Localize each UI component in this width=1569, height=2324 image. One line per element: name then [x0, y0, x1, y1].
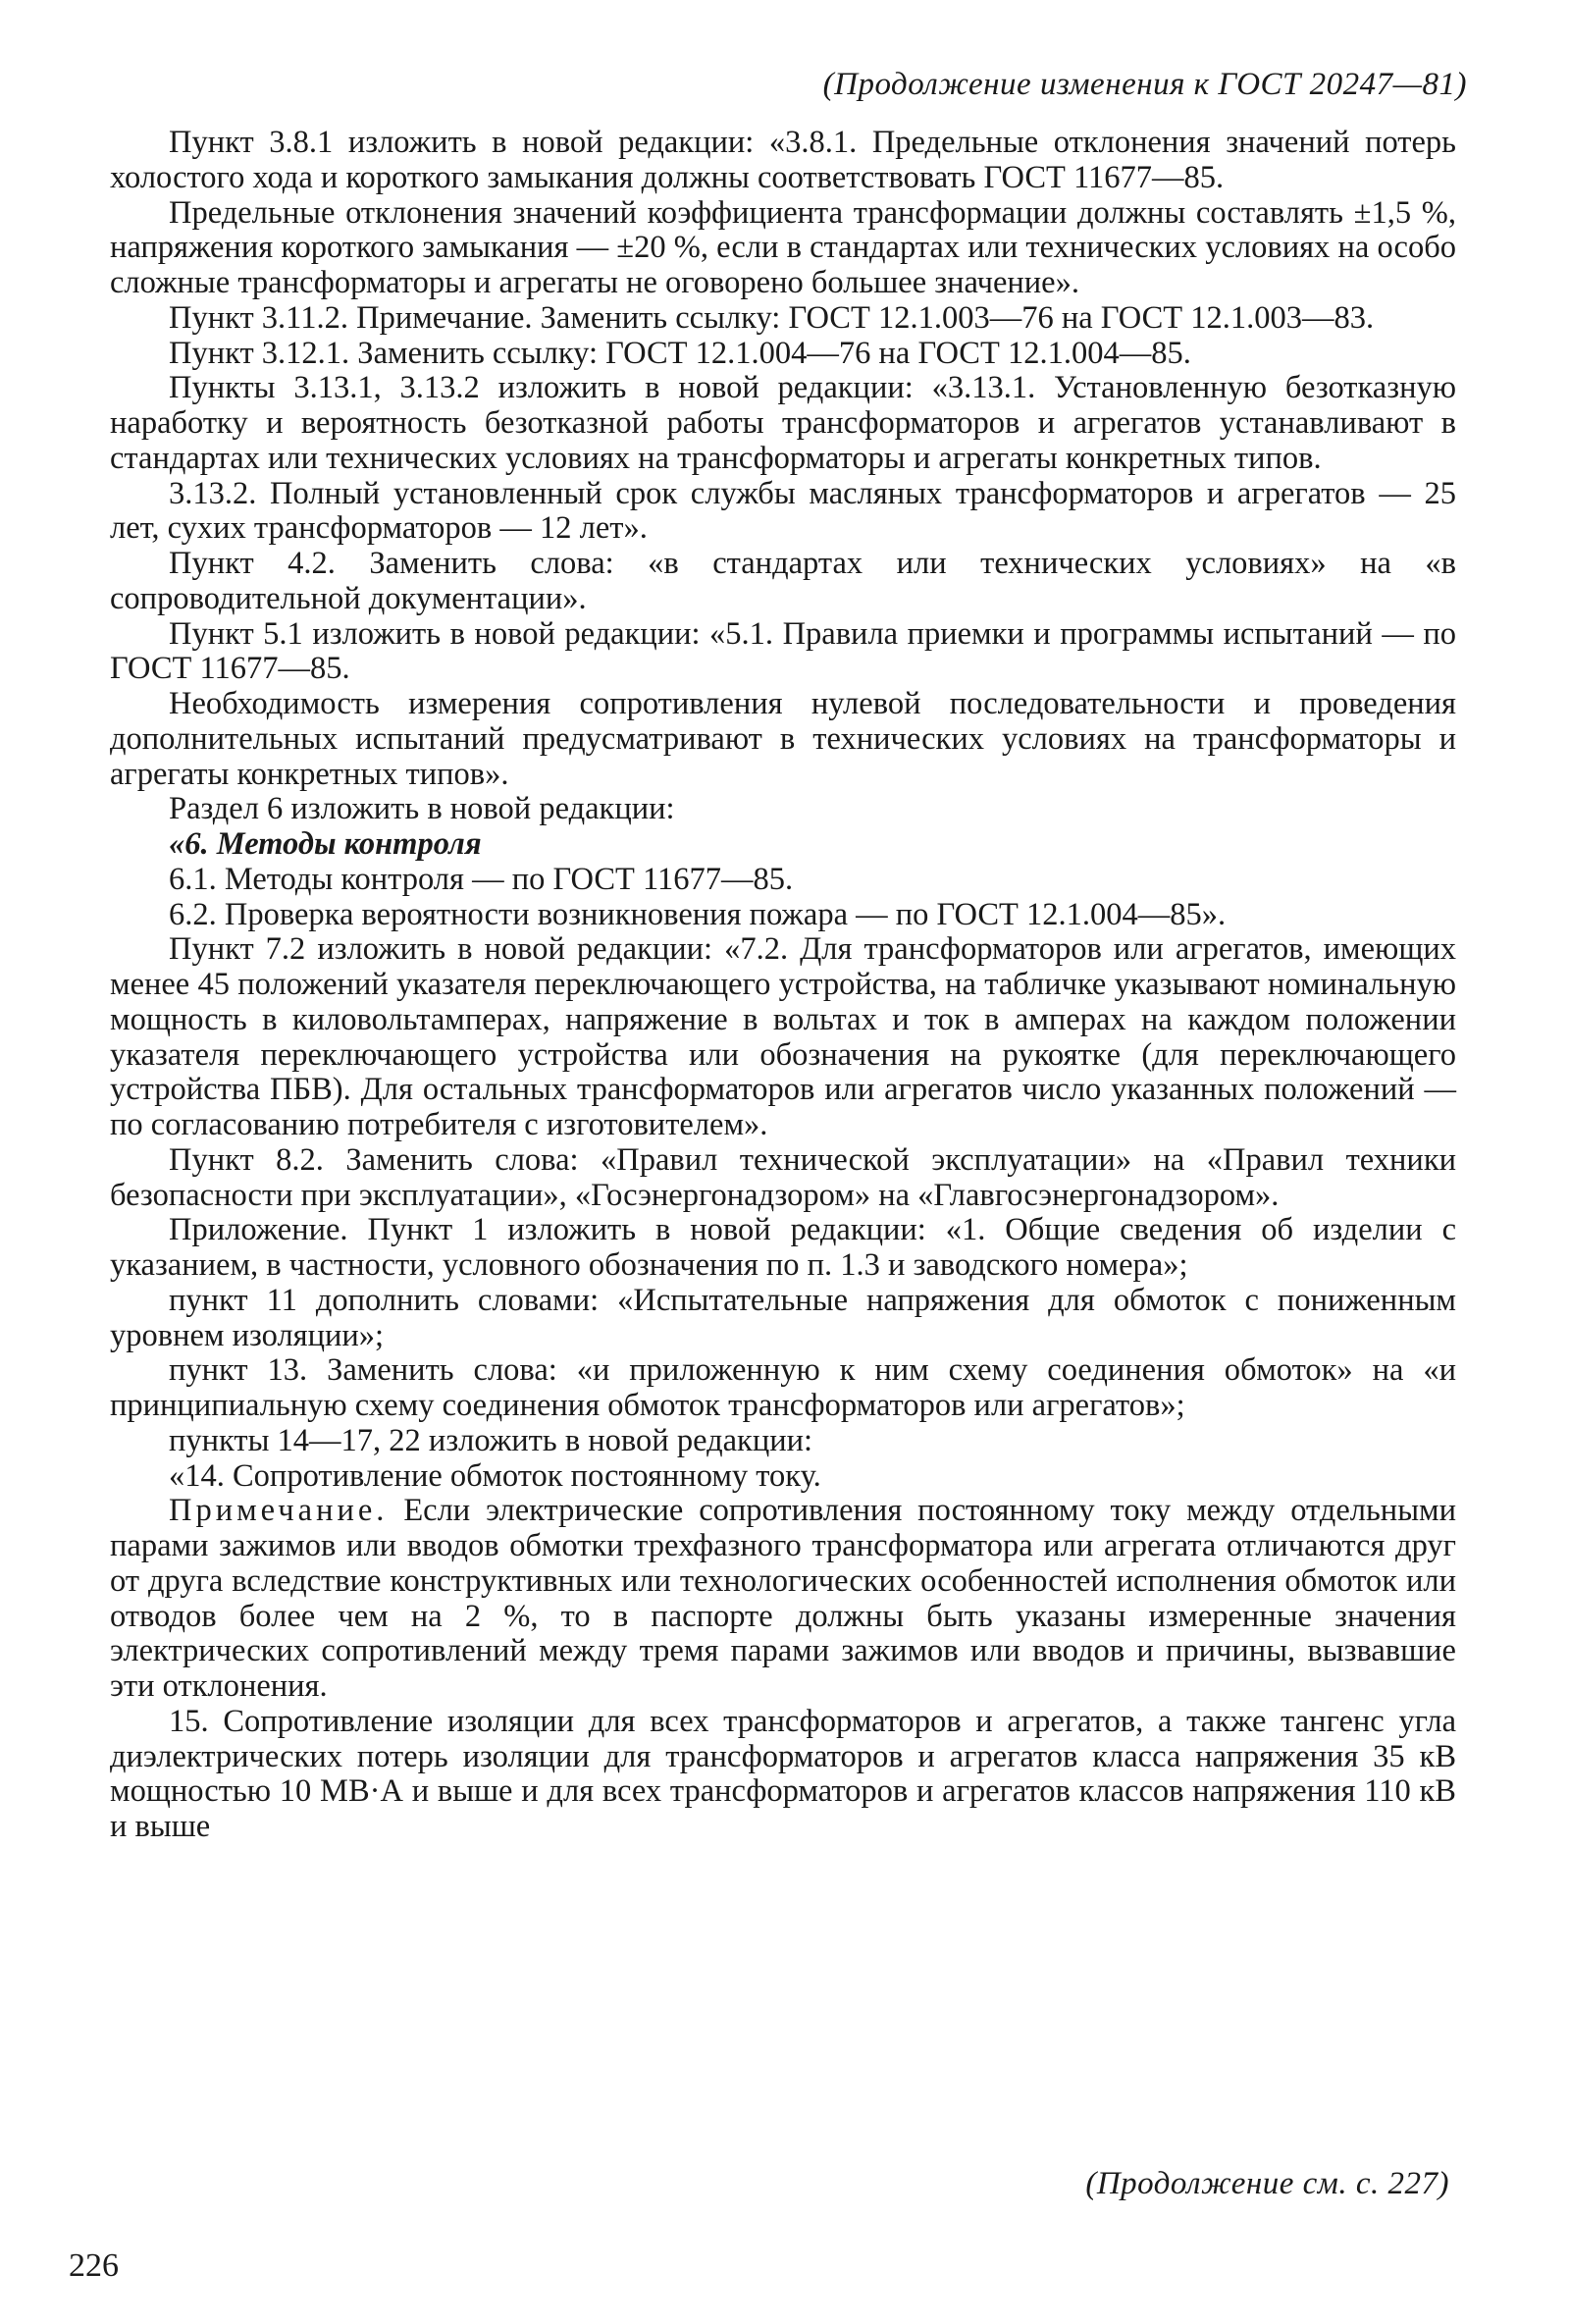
paragraph: пункт 13. Заменить слова: «и приложенную к ним схему соединения обмоток» на «и принципиальную схему соединения обмоток трансформаторов или агрегатов»; [110, 1352, 1456, 1423]
paragraph: «14. Сопротивление обмоток постоянному току. [169, 1457, 821, 1494]
paragraph: 3.13.2. Полный установленный срок службы масляных трансформаторов и агрегатов — 25 лет, сухих трансформаторов — 12 лет». [110, 475, 1456, 547]
section-heading: «6. Методы контроля [169, 826, 482, 862]
continuation-header: (Продолжение изменения к ГОСТ 20247—81) [822, 67, 1467, 102]
document-body [110, 126, 1456, 1845]
paragraph: Пункт 3.12.1. Заменить ссылку: ГОСТ 12.1.004—76 на ГОСТ 12.1.004—85. [169, 335, 1191, 371]
continuation-footer: (Продолжение см. с. 227) [1085, 2166, 1449, 2201]
paragraph: Пункт 3.11.2. Примечание. Заменить ссылку: ГОСТ 12.1.003—76 на ГОСТ 12.1.003—83. [169, 299, 1375, 336]
paragraph: Пункты 3.13.1, 3.13.2 изложить в новой редакции: «3.13.1. Установленную безотказную наработку и вероятность безотказной работы трансформаторов и агрегатов устанавливают в стандартах или технических условиях на трансформаторы и агрегаты конкретных типов. [110, 370, 1456, 476]
note-label: Примечание. [169, 1493, 389, 1529]
paragraph: Пункт 5.1 изложить в новой редакции: «5.1. Правила приемки и программы испытаний — по ГОСТ 11677—85. [110, 615, 1456, 687]
paragraph: Пункт 7.2 изложить в новой редакции: «7.2. Для трансформаторов или агрегатов, имеющих менее 45 положений указателя переключающего устройства, на табличке указывают номинальную мощность в киловольтамперах, напряжение в вольтах и ток в амперах на каждом положении указателя переключающего устройства или обозначения на рукоятке (для переключающего устройства ПБВ). Для остальных трансформаторов или агрегатов число указанных положений — по согласованию потребителя с изготовителем». [110, 931, 1456, 1142]
page-number: 226 [69, 2247, 119, 2284]
paragraph: Приложение. Пункт 1 изложить в новой редакции: «1. Общие сведения об изделии с указанием, в частности, условного обозначения по п. 1.3 и заводского номера»; [110, 1212, 1456, 1283]
paragraph: 6.1. Методы контроля — по ГОСТ 11677—85. [169, 861, 794, 897]
paragraph: Пункт 8.2. Заменить слова: «Правил технической эксплуатации» на «Правил техники безопасности при эксплуатации», «Госэнергонадзором» на «Главгосэнергонадзором». [110, 1141, 1456, 1213]
paragraph: Предельные отклонения значений коэффициента трансформации должны составлять ±1,5 %, напряжения короткого замыкания — ±20 %, если в стандартах или технических условиях на особо сложные трансформаторы и агрегаты не оговорено большее значение». [110, 194, 1456, 300]
paragraph: 6.2. Проверка вероятности возникновения пожара — по ГОСТ 12.1.004—85». [169, 896, 1227, 932]
note-paragraph [110, 1494, 1456, 1705]
paragraph: Пункт 4.2. Заменить слова: «в стандартах или технических условиях» на «в сопроводительной документации». [110, 546, 1456, 616]
paragraph: пункты 14—17, 22 изложить в новой редакции: [169, 1422, 813, 1458]
paragraph: 15. Сопротивление изоляции для всех трансформаторов и агрегатов, а также тангенс угла диэлектрических потерь изоляции для трансформаторов и агрегатов класса напряжения 35 кВ мощностью 10 МВ·А и выше и для всех трансформаторов и агрегатов классов напряжения 110 кВ и выше [110, 1703, 1456, 1844]
note-text: Если электрические сопротивления постоянному току между отдельными парами зажимов или вводов обмотки трехфазного трансформатора или агрегата отличаются друг от друга вследствие конструктивных или технологических особенностей исполнения обмоток или отводов более чем на 2 %, то в паспорте должны быть указаны измеренные значения электрических сопротивлений между тремя парами зажимов или вводов и причины, вызвавшие эти отклонения. [110, 1493, 1456, 1704]
paragraph: Раздел 6 изложить в новой редакции: [169, 791, 675, 827]
paragraph: пункт 11 дополнить словами: «Испытательные напряжения для обмоток с пониженным уровнем изоляции»; [110, 1282, 1456, 1353]
paragraph: Необходимость измерения сопротивления нулевой последовательности и проведения дополнительных испытаний предусматривают в технических условиях на трансформаторы и агрегаты конкретных типов». [110, 686, 1456, 792]
paragraph: Пункт 3.8.1 изложить в новой редакции: «3.8.1. Предельные отклонения значений потерь холостого хода и короткого замыкания должны соответствовать ГОСТ 11677—85. [110, 125, 1456, 195]
